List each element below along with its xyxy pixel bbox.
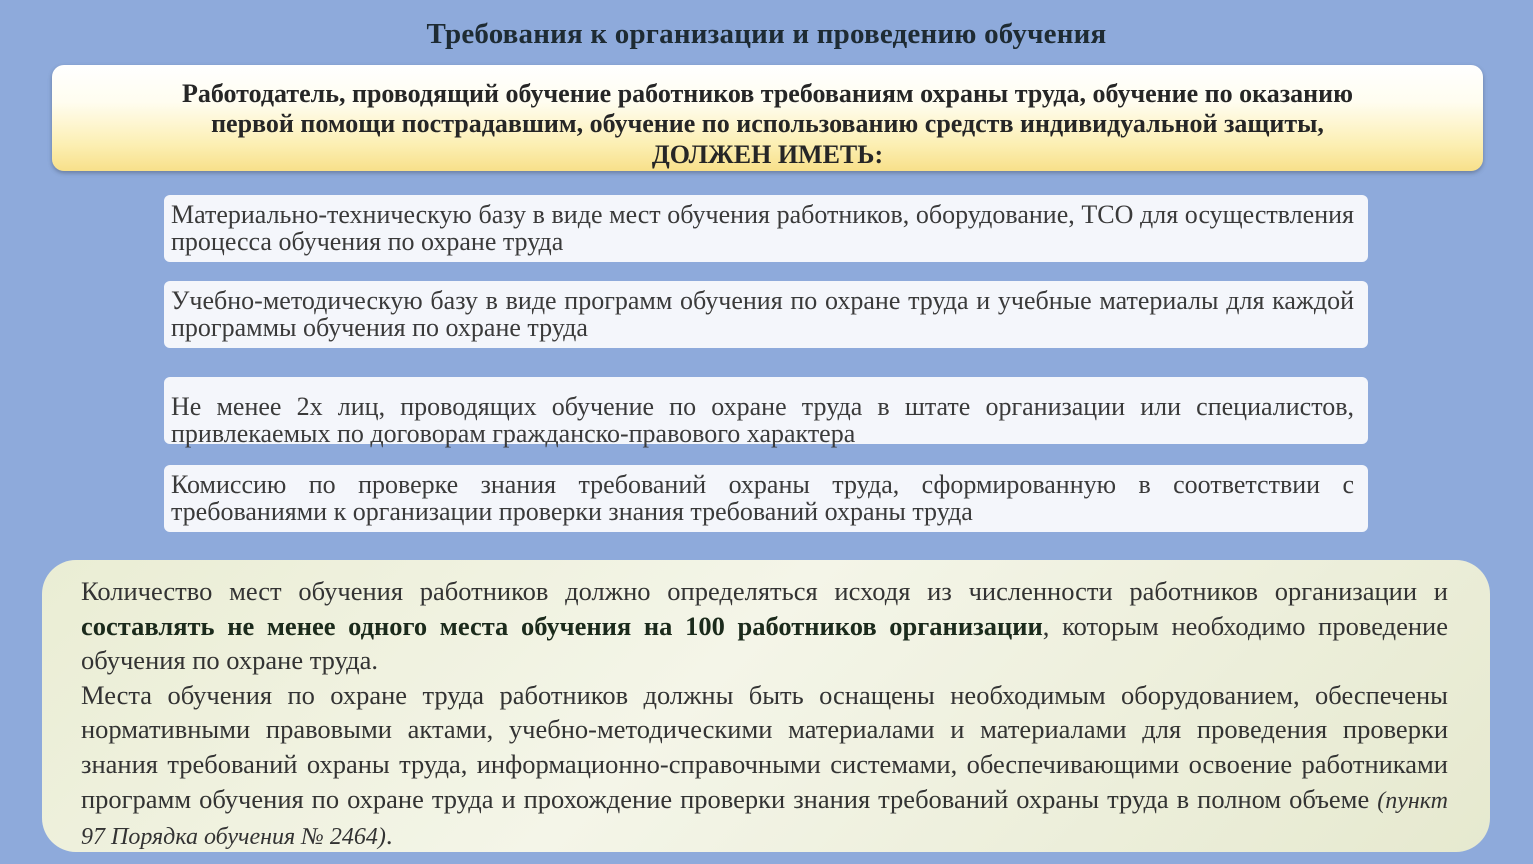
note-p1-end: , которым необходимо проведение обучения по охране труда. bbox=[81, 610, 1448, 676]
requirement-item-methodical-base: Учебно-методическую базу в виде программ обучения по охране труда и учебные материалы для каждой программы обучения по охране труда bbox=[164, 281, 1368, 348]
banner-line-1: Работодатель, проводящий обучение работников требованиям охраны труда, обучение по оказанию bbox=[181, 79, 1354, 108]
note-p1-start: Количество мест обучения работников должно определяться исходя из численности работников организации и bbox=[81, 576, 1448, 606]
note-reference: (пункт 97 Порядка обучения № 2464) bbox=[81, 787, 1448, 851]
requirement-item-commission: Комиссию по проверке знания требований охраны труда, сформированную в соответствии с требованиями к организации проверки знания требований охраны труда bbox=[164, 465, 1368, 532]
requirement-item-material-base: Материально-техническую базу в виде мест обучения работников, оборудование, ТСО для осуществления процесса обучения по охране труда bbox=[164, 195, 1368, 262]
training-places-note bbox=[42, 560, 1490, 852]
banner-line-2: первой помощи пострадавшим, обучение по использованию средств индивидуальной защиты, bbox=[211, 109, 1324, 138]
requirement-item-instructors: Не менее 2х лиц, проводящих обучение по охране труда в штате организации или специалистов, привлекаемых по договорам гражданско-правового характера bbox=[164, 377, 1368, 444]
note-p1-bold: составлять не менее одного места обучения на 100 работников организации bbox=[81, 610, 1043, 641]
note-end: . bbox=[385, 820, 393, 851]
note-paragraph-2 bbox=[81, 678, 1448, 855]
note-paragraph-1 bbox=[81, 574, 1448, 678]
note-p2: Места обучения по охране труда работников должны быть оснащены необходимым оборудованием, обеспечены нормативными правовыми актами, учебно-методическими материалами и материалами для проведения проверки знания требований охраны труда, информационно-справочными системами, обеспечивающими освоение работниками программ обучения по охране труда и прохождение проверки знания требований охраны труда в полном объеме bbox=[81, 679, 1448, 814]
page-title: Требования к организации и проведению обучения bbox=[426, 18, 1107, 50]
banner-emphasis: ДОЛЖЕН ИМЕТЬ: bbox=[651, 140, 884, 169]
employer-requirement-banner bbox=[52, 65, 1483, 171]
